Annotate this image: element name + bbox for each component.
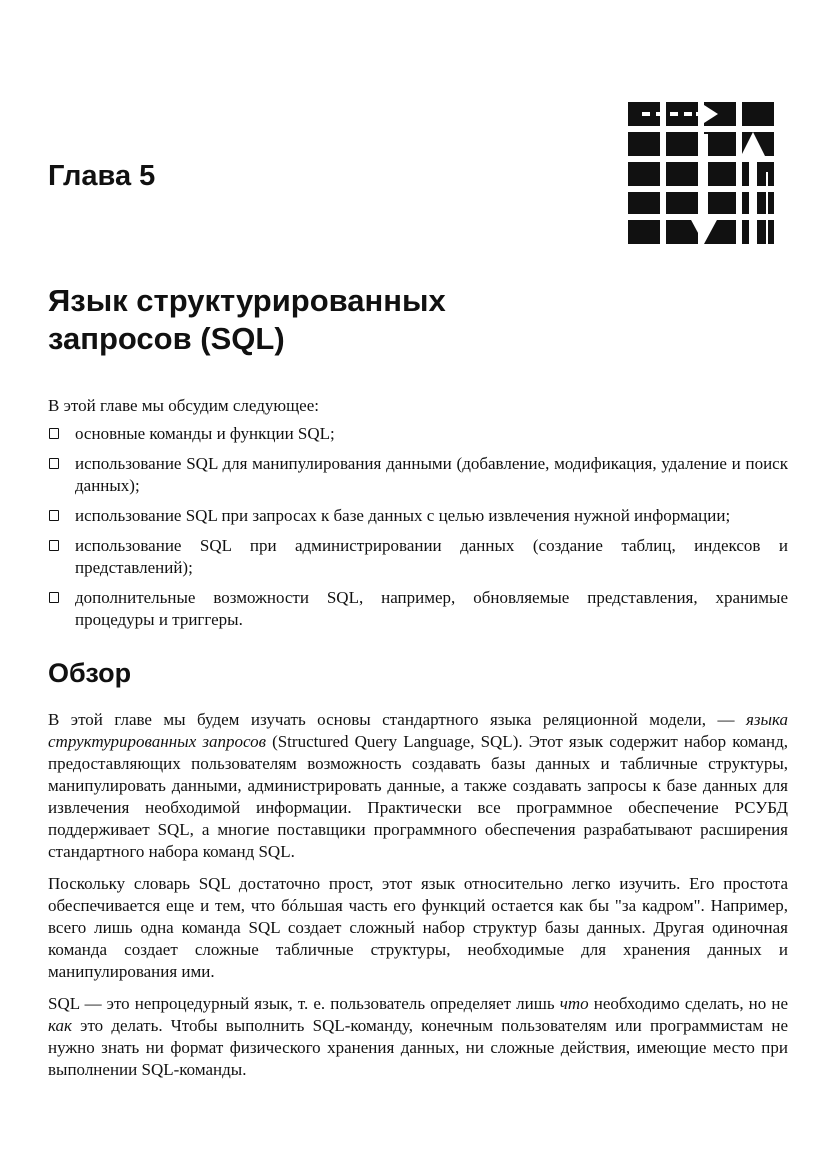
list-item bbox=[48, 505, 788, 527]
checkbox-bullet-icon bbox=[49, 510, 59, 521]
list-item-text: дополнительные возможности SQL, например, обновляемые представления, хранимые процедуры и триггеры. bbox=[75, 588, 788, 629]
list-item bbox=[48, 587, 788, 631]
list-item bbox=[48, 535, 788, 579]
intro-text: В этой главе мы обсудим следующее: bbox=[48, 396, 319, 415]
overview-paragraph-1 bbox=[48, 709, 788, 863]
chapter-label: Глава 5 bbox=[48, 160, 156, 192]
checkbox-bullet-icon bbox=[49, 540, 59, 551]
content bbox=[48, 395, 788, 1091]
list-item-text: использование SQL для манипулирования данными (добавление, модификация, удаление и поиск данных); bbox=[75, 454, 788, 495]
list-item bbox=[48, 453, 788, 497]
list-item-text: основные команды и функции SQL; bbox=[75, 424, 335, 443]
checkbox-bullet-icon bbox=[49, 458, 59, 469]
list-item-text: использование SQL при администрировании данных (создание таблиц, индексов и представлений); bbox=[75, 536, 788, 577]
p3-b: необходимо сделать, но не bbox=[593, 994, 789, 1013]
p3-c: это делать. Чтобы выполнить SQL-команду, конечным пользователям или программистам не нужно знать ни формат физического хранения данных, ни сложные действия, имеющие место при выполнении SQL-команды. bbox=[48, 1016, 788, 1079]
list-item bbox=[48, 423, 788, 445]
overview-paragraph-3 bbox=[48, 993, 788, 1081]
chapter-title-line2: запросов (SQL) bbox=[48, 321, 285, 356]
checkbox-bullet-icon bbox=[49, 428, 59, 439]
topic-list bbox=[48, 423, 788, 631]
p3-em1: что bbox=[559, 994, 589, 1013]
list-item-text: использование SQL при запросах к базе данных с целью извлечения нужной информации; bbox=[75, 506, 731, 525]
p3-em2: как bbox=[48, 1016, 72, 1035]
p1-start: В этой главе мы будем изучать основы стандартного языка реляционной модели, — bbox=[48, 710, 735, 729]
checkbox-bullet-icon bbox=[49, 592, 59, 603]
sql-grid-arrows-icon bbox=[628, 102, 774, 244]
section-heading-overview: Обзор bbox=[48, 658, 132, 688]
overview-paragraph-2: Поскольку словарь SQL достаточно прост, этот язык относительно легко изучить. Его простота обеспечивается еще и тем, что бóльшая часть его функций остается как бы "за кадром". Например, всего лишь одна команда SQL создает сложный набор структур базы данных. Другая одиночная команда создает сложные табличные структуры, необходимые для хранения данных и манипулирования ими. bbox=[48, 874, 788, 981]
chapter-title bbox=[48, 282, 608, 358]
p3-a: SQL — это непроцедурный язык, т. е. пользователь определяет лишь bbox=[48, 994, 555, 1013]
p1-term: языка структурированных запросов bbox=[48, 710, 789, 751]
p1-rest: (Structured Query Language, SQL). Этот язык содержит набор команд, предоставляющих пользователям возможность создавать базы данных и табличные структуры, манипулировать данными, администрировать данные, а также создавать запросы к базе данных для извлечения необходимой информации. Практически все программное обеспечение РСУБД поддерживает SQL, а многие поставщики программного обеспечения разрабатывают расширения стандартного набора команд SQL. bbox=[48, 732, 788, 861]
chapter-title-line1: Язык структурированных bbox=[48, 283, 446, 318]
